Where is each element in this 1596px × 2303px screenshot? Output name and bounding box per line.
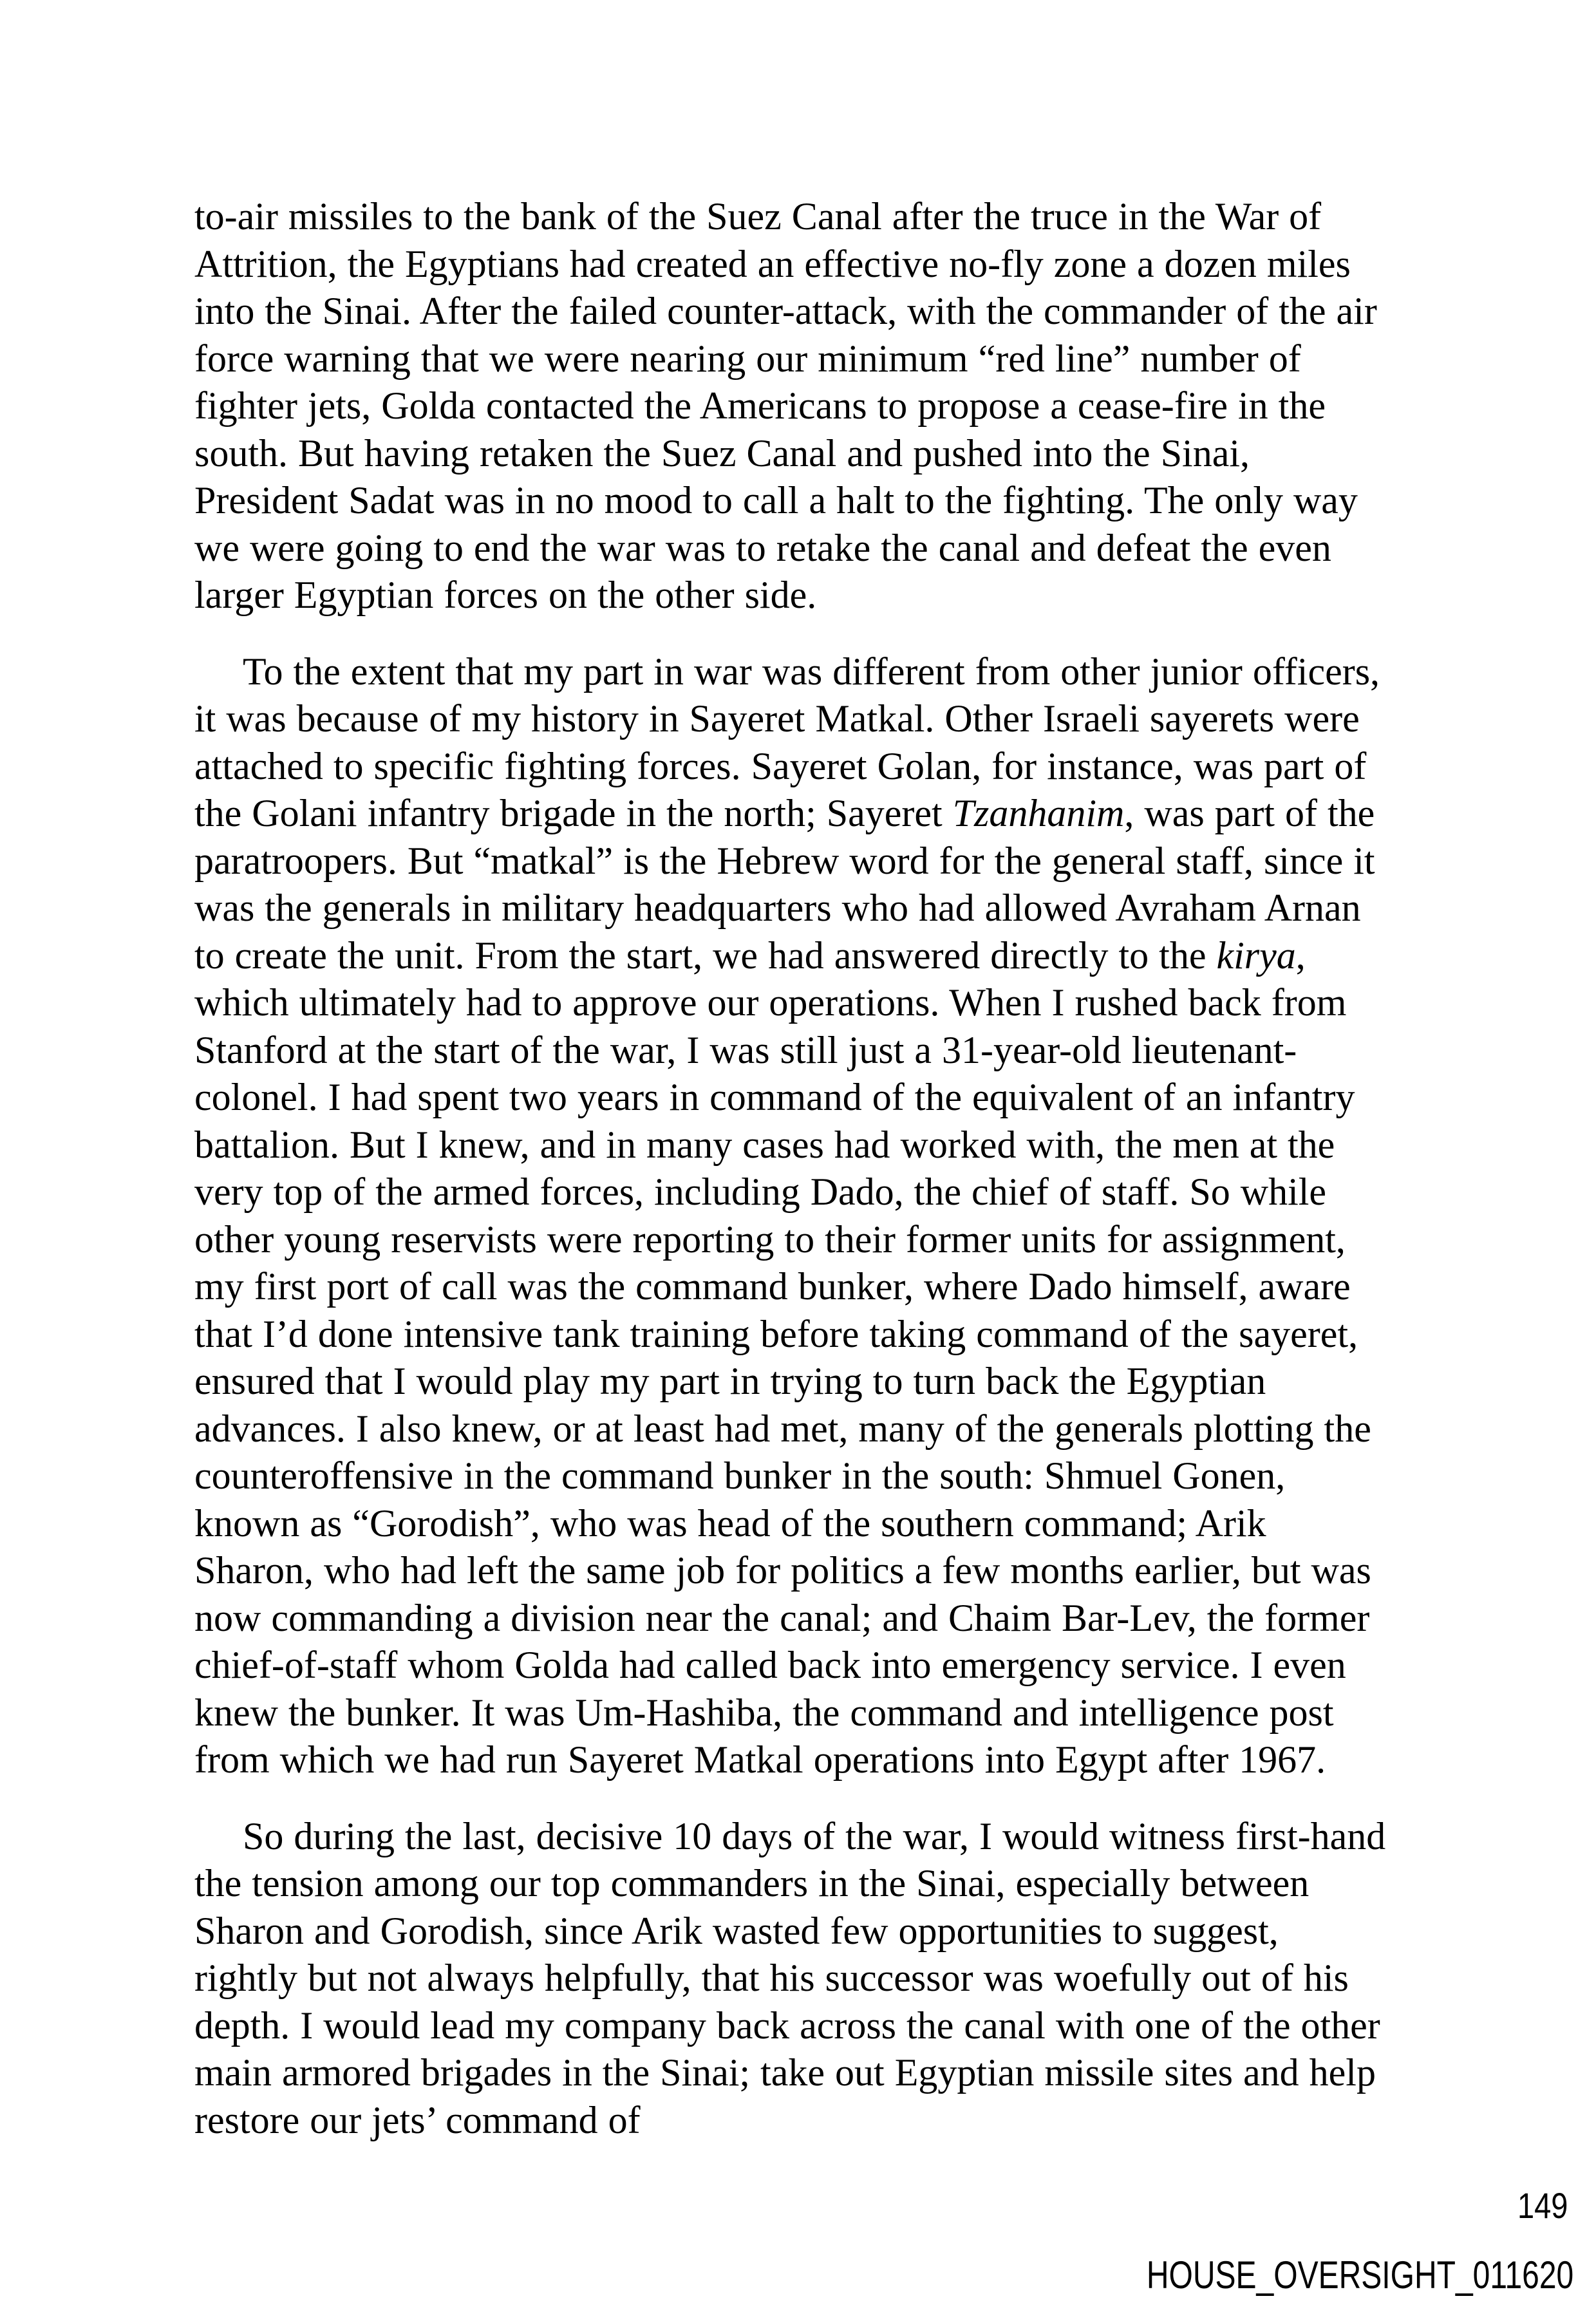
- text-run: , which ultimately had to approve our operations. When I rushed back from Stanford at the start of the war, I was still just a 31-year-old lieutenant-colonel. I had spent two years in command of the equivalent of an infantry battalion. But I knew, and in many cases had worked with, the men at the very top of the armed forces, including Dado, the chief of staff. So while other young reservists were reporting to their former units for assignment, my first port of call was the command bunker, where Dado himself, aware that I’d done intensive tank training before taking command of the sayeret, ensured that I would play my part in trying to turn back the Egyptian advances. I also knew, or at least had met, many of the generals plotting the counteroffensive in the command bunker in the south: Shmuel Gonen, known as “Gorodish”, who was head of the southern command; Arik Sharon, who had left the same job for politics a few months earlier, but was now commanding a division near the canal; and Chaim Bar-Lev, the former chief-of-staff whom Golda had called back into emergency service. I even knew the bunker. It was Um-Hashiba, the command and intelligence post from which we had run Sayeret Matkal operations into Egypt after 1967.: [194, 934, 1371, 1781]
- text-run: So during the last, decisive 10 days of the war, I would witness first-hand the tension among our top commanders in the Sinai, especially between Sharon and Gorodish, since Arik wasted few opportunities to suggest, rightly but not always helpfully, that his successor was woefully out of his depth. I would lead my company back across the canal with one of the other main armored brigades in the Sinai; take out Egyptian missile sites and help restore our jets’ command of: [194, 1814, 1386, 2141]
- bates-stamp: HOUSE_OVERSIGHT_011620: [1146, 2253, 1573, 2297]
- paragraph: [194, 1813, 1387, 2145]
- page-number: 149: [1517, 2185, 1568, 2226]
- page-text: [194, 193, 1387, 2144]
- text-run: To the extent that my part in war was different from other junior officers, it was because of my history in Sayeret Matkal. Other Israeli sayerets were attached to specific fighting forces. Sayeret Golan, for instance, was part of the Golani infantry brigade in the north; Sayeret: [194, 650, 1380, 834]
- text-run: to-air missiles to the bank of the Suez Canal after the truce in the War of Attrition, the Egyptians had created an effective no-fly zone a dozen miles into the Sinai. After the failed counter-attack, with the commander of the air force warning that we were nearing our minimum “red line” number of fighter jets, Golda contacted the Americans to propose a cease-fire in the south. But having retaken the Suez Canal and pushed into the Sinai, President Sadat was in no mood to call a halt to the fighting. The only way we were going to end the war was to retake the canal and defeat the even larger Egyptian forces on the other side.: [194, 195, 1377, 616]
- italic-text-run: Tzanhanim: [952, 792, 1125, 834]
- paragraph: [194, 193, 1387, 619]
- italic-text-run: kirya: [1216, 934, 1296, 977]
- text-run: , was part of the paratroopers. But “matkal” is the Hebrew word for the general staff, since it was the generals in military headquarters who had allowed Avraham Arnan to create the unit. From the start, we had answered directly to the: [194, 792, 1375, 977]
- paragraph: [194, 648, 1387, 1784]
